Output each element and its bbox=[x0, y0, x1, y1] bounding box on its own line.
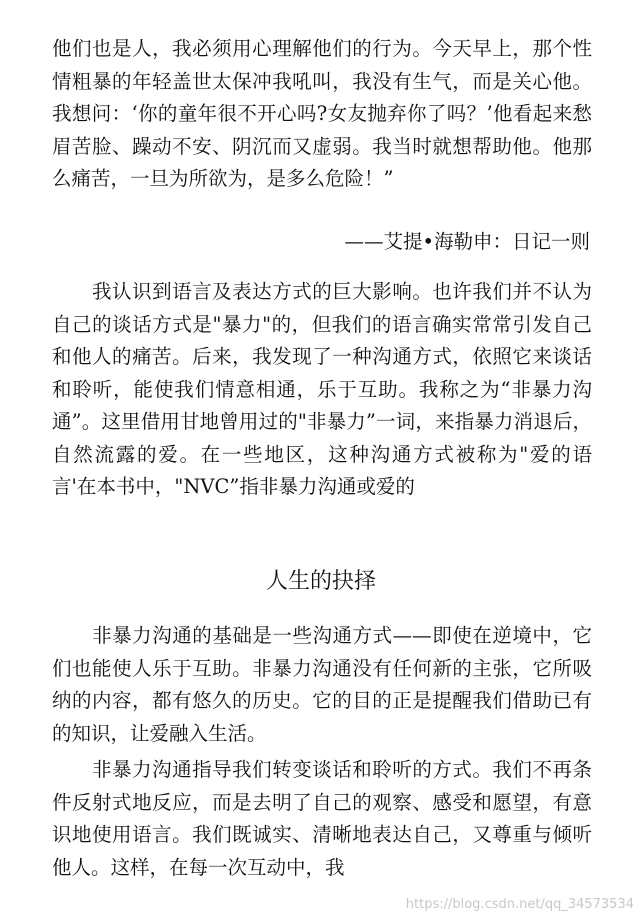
intro-paragraph: 我认识到语言及表达方式的巨大影响。也许我们并不认为自己的谈话方式是"暴力"的，但我们的语言确实常常引发自己和他人的痛苦。后来，我发现了一种沟通方式，依照它来谈话和聆听，能使我们情意相通，乐于互助。我称之为“非暴力沟通”。这里借用甘地曾用过的"非暴力”一词，来指暴力消退后，自然流露的爱。在一些地区，这种沟通方式被称为"爱的语言'在本书中，"NVC”指非暴力沟通或爱的 bbox=[52, 280, 592, 498]
quote-continuation-paragraph: 他们也是人，我必须用心理解他们的行为。今天早上，那个性情粗暴的年轻盖世太保冲我吼叫，我没有生气，而是关心他。我想问：‘你的童年很不开心吗?女友抛弃你了吗？’他看起来愁眉苦脸、躁动不安、阴沉而又虚弱。我当时就想帮助他。他那么痛苦，一旦为所欲为，是多么危险！” bbox=[52, 37, 592, 190]
guide-paragraph: 非暴力沟通指导我们转变谈话和聆听的方式。我们不再条件反射式地反应，而是去明了自己的观察、感受和愿望，有意识地使用语言。我们既诚实、清晰地表达自己，又尊重与倾听他人。这样，在每一次互动中，我 bbox=[52, 758, 592, 879]
watermark-url: https://blog.csdn.net/qq_34573534 bbox=[405, 897, 634, 912]
section-title: 人生的抉择 bbox=[265, 569, 376, 594]
quote-attribution: ——艾提•海勒申：日记一则 bbox=[344, 230, 590, 253]
basis-paragraph: 非暴力沟通的基础是一些沟通方式——即使在逆境中，它们也能使人乐于互助。非暴力沟通没有任何新的主张，它所吸纳的内容，都有悠久的历史。它的目的正是提醒我们借助已有的知识，让爱融入生活。 bbox=[52, 624, 592, 745]
